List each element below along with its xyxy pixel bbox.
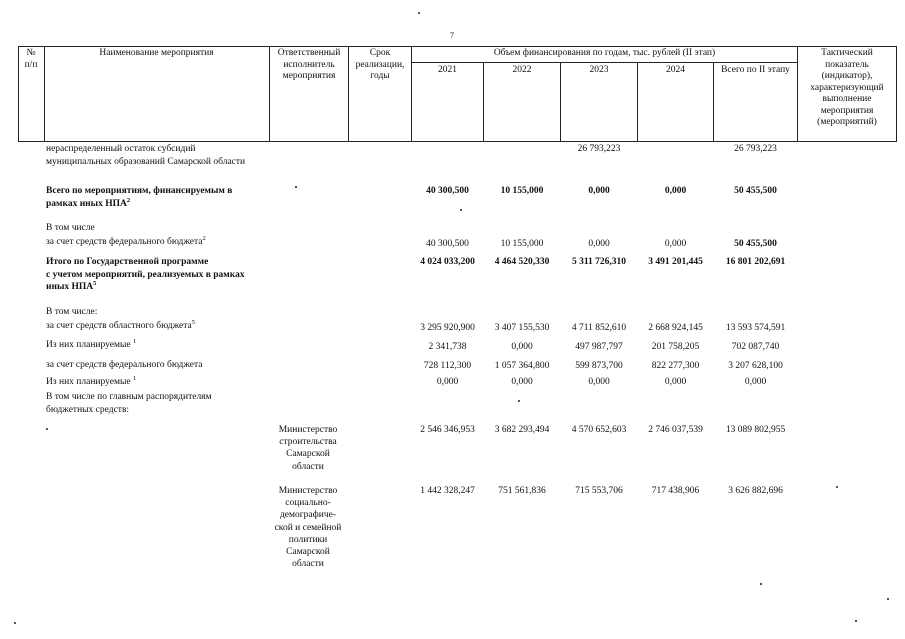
header-indicator: Тактический показатель (индикатор), характеризующий выполнение мероприятия (мероприятий)	[810, 48, 884, 127]
col-border-1	[44, 46, 45, 142]
header-number: № п/п	[24, 48, 38, 70]
scan-speck	[46, 428, 48, 430]
row-planned2-2022: 0,000	[511, 377, 533, 387]
row-regional-text: за счет средств областного бюджета	[46, 321, 192, 331]
row-other-npa-total: 50 455,500	[734, 186, 777, 196]
row-federal-2024: 0,000	[664, 239, 687, 249]
ministry-social-2024: 717 438,906	[651, 486, 700, 496]
ministry-social-total: 3 626 882,696	[728, 486, 783, 496]
row-grand-total-2021: 4 024 033,200	[420, 257, 475, 267]
scan-speck	[760, 583, 762, 585]
ministry-construction-2024: 2 746 037,539	[648, 425, 703, 435]
row-other-npa-2021: 40 300,500	[426, 186, 469, 196]
row-planned2-2024: 0,000	[664, 377, 687, 387]
row-regional-2021: 3 295 920,900	[420, 323, 475, 333]
row-planned2-2021: 0,000	[436, 377, 459, 387]
row-other-npa-2022: 10 155,000	[500, 186, 544, 196]
header-year-2023: 2023	[589, 65, 609, 75]
header-funding: Объем финансирования по годам, тыс. рублей (II этап)	[493, 48, 716, 58]
header-responsible: Ответственный исполнитель мероприятия	[277, 48, 341, 81]
row-federal-total: 50 455,500	[734, 239, 777, 249]
page-number: 7	[450, 31, 454, 40]
header-activity-name: Наименование мероприятия	[99, 48, 214, 58]
row-grand-total-2023: 5 311 726,310	[571, 257, 627, 267]
header-year-2021: 2021	[438, 65, 457, 75]
row-federal2-2021: 728 112,300	[423, 361, 472, 371]
row-planned-total: 702 087,740	[731, 342, 780, 352]
scan-speck	[418, 12, 420, 14]
col-border-4	[411, 46, 412, 142]
row-grand-total-2022: 4 464 520,330	[494, 257, 550, 267]
row-regional-total: 13 593 574,591	[725, 323, 786, 333]
row-planned-2024: 201 758,205	[651, 342, 700, 352]
row-other-npa-text: Всего по мероприятиям, финансируемым в рамках иных НПА	[46, 186, 233, 209]
ministry-construction-2022: 3 682 293,494	[494, 425, 550, 435]
funding-subheader-border	[411, 62, 797, 63]
col-border-9	[797, 46, 798, 142]
row-grand-total-2024: 3 491 201,445	[648, 257, 703, 267]
row-federal-2022: 10 155,000	[500, 239, 544, 249]
row-regional-2022: 3 407 155,530	[494, 323, 550, 333]
row-other-npa-2023: 0,000	[588, 186, 610, 196]
row-federal2-2022: 1 057 364,800	[494, 361, 550, 371]
row-planned-2023: 497 987,797	[575, 342, 623, 352]
row-including-label: В том числе	[46, 223, 95, 233]
row-regional-2023: 4 711 852,610	[571, 323, 627, 333]
header-bottom-border	[18, 141, 897, 142]
scan-speck	[887, 598, 889, 600]
row-grand-total-text: Итого по Государственной программе с учетом мероприятий, реализуемых в рамках иных НПА	[46, 257, 245, 292]
scan-speck	[518, 400, 520, 402]
row-undistributed-2023: 26 793,223	[577, 144, 621, 154]
header-year-2024: 2024	[666, 65, 685, 75]
header-year-2022: 2022	[512, 65, 532, 75]
ministry-social-2023: 715 553,706	[575, 486, 623, 496]
ministry-social-name: Министерство социально- демографиче- ской и семейной политики Самарской области	[274, 486, 342, 570]
scan-speck	[836, 486, 838, 488]
row-grand-total-label	[46, 256, 245, 294]
scan-speck	[295, 186, 297, 188]
row-planned2-label	[46, 376, 136, 389]
row-federal-label	[46, 236, 206, 249]
ministry-social-2021: 1 442 328,247	[420, 486, 475, 496]
row-other-npa-label	[46, 185, 232, 210]
row-federal-footnote: 2	[202, 234, 206, 242]
scan-speck	[14, 622, 16, 624]
row-undistributed-total: 26 793,223	[734, 144, 777, 154]
row-planned2-2023: 0,000	[588, 377, 610, 387]
row-regional-label	[46, 320, 195, 333]
ministry-social-2022: 751 561,836	[498, 486, 546, 496]
table-top-border	[18, 46, 897, 47]
row-federal-text: за счет средств федерального бюджета	[46, 237, 203, 247]
row-planned-2021: 2 341,738	[428, 342, 467, 352]
header-term: Срок реализации, годы	[355, 48, 405, 81]
ministry-construction-2023: 4 570 652,603	[571, 425, 627, 435]
row-federal2-2024: 822 277,300	[651, 361, 700, 371]
ministry-construction-total: 13 089 802,955	[725, 425, 786, 435]
row-planned-footnote: 1	[132, 337, 137, 345]
scan-speck	[855, 620, 857, 622]
row-federal2-2023: 599 873,700	[575, 361, 623, 371]
row-other-npa-footnote: 2	[126, 196, 131, 204]
row-other-npa-2024: 0,000	[664, 186, 687, 196]
row-undistributed-label: нераспределенный остаток субсидий муниципальных образований Самарской области	[46, 144, 246, 167]
col-border-10	[896, 46, 897, 142]
header-total: Всего по II этапу	[721, 65, 790, 75]
row-regional-footnote: 5	[191, 318, 195, 326]
row-grand-total-footnote: 5	[93, 279, 97, 287]
row-planned-2022: 0,000	[511, 342, 533, 352]
row-grand-total-total: 16 801 202,691	[725, 257, 786, 267]
row-by-administrators-label: В том числе по главным распорядителям бюджетных средств:	[46, 392, 212, 415]
row-federal-2023: 0,000	[588, 239, 610, 249]
row-planned-label	[46, 339, 136, 352]
row-federal-2021: 40 300,500	[426, 239, 469, 249]
row-federal2-label: за счет средств федерального бюджета	[46, 360, 203, 370]
row-planned2-total: 0,000	[744, 377, 767, 387]
ministry-construction-2021: 2 546 346,953	[420, 425, 475, 435]
row-including2-label: В том числе:	[46, 307, 98, 317]
row-planned2-footnote: 1	[132, 374, 137, 382]
row-planned2-text: Из них планируемые	[46, 377, 131, 387]
ministry-construction-name: Министерство строительства Самарской области	[278, 425, 338, 472]
scan-speck	[460, 209, 462, 211]
row-regional-2024: 2 668 924,145	[648, 323, 703, 333]
row-federal2-total: 3 207 628,100	[728, 361, 783, 371]
row-planned-text: Из них планируемые	[46, 340, 131, 350]
